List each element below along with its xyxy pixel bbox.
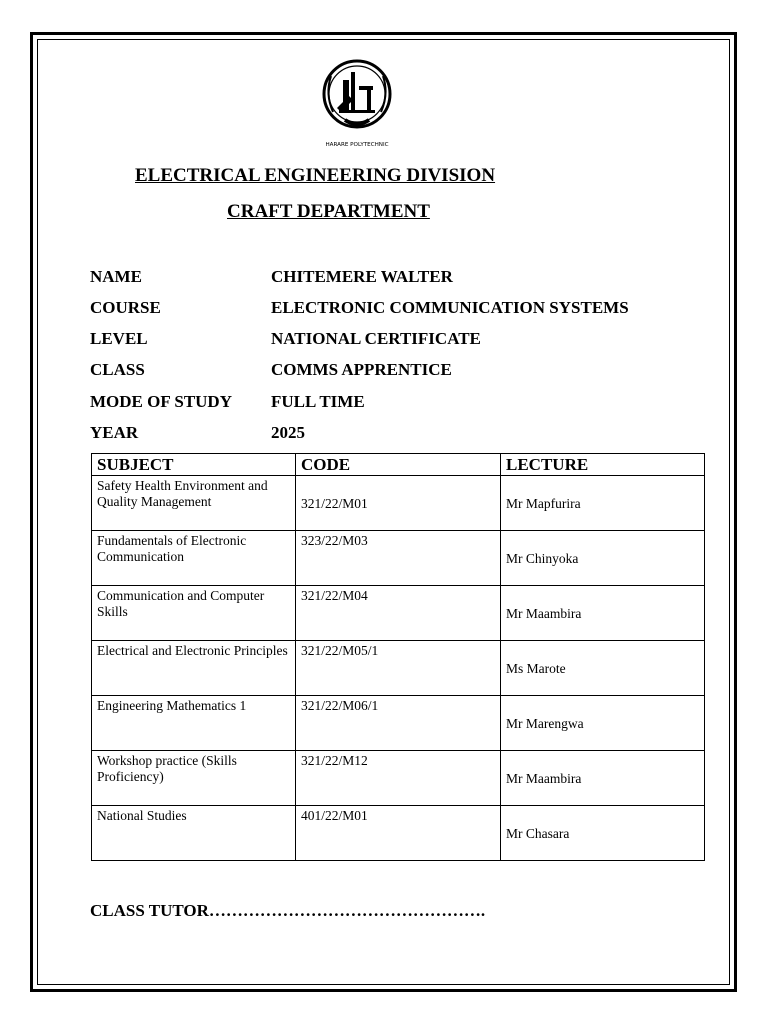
table-row bbox=[92, 751, 705, 806]
code-cell: 401/22/M01 bbox=[296, 806, 501, 861]
info-value-year: 2025 bbox=[271, 423, 305, 442]
info-value-level: NATIONAL CERTIFICATE bbox=[271, 329, 481, 348]
subject-cell: Fundamentals of Electronic Communication bbox=[92, 531, 296, 586]
code-cell: 321/22/M05/1 bbox=[296, 641, 501, 696]
table-header-row bbox=[92, 454, 705, 476]
info-label-level: LEVEL bbox=[90, 329, 148, 348]
lecturer-cell: Mr Mapfurira bbox=[501, 476, 705, 531]
subject-cell: National Studies bbox=[92, 806, 296, 861]
code-cell: 321/22/M01 bbox=[296, 476, 501, 531]
table-row bbox=[92, 806, 705, 861]
code-cell: 321/22/M12 bbox=[296, 751, 501, 806]
code-cell: 321/22/M04 bbox=[296, 586, 501, 641]
department-heading: CRAFT DEPARTMENT bbox=[227, 201, 430, 222]
subject-cell: Communication and Computer Skills bbox=[92, 586, 296, 641]
code-cell: 323/22/M03 bbox=[296, 531, 501, 586]
info-value-class: COMMS APPRENTICE bbox=[271, 360, 452, 379]
table-row bbox=[92, 586, 705, 641]
subject-cell: Safety Health Environment and Quality Management bbox=[92, 476, 296, 531]
harare-polytechnic-logo bbox=[303, 54, 411, 150]
table-row bbox=[92, 531, 705, 586]
info-value-mode: FULL TIME bbox=[271, 392, 365, 411]
info-label-name: NAME bbox=[90, 267, 142, 286]
subject-cell: Electrical and Electronic Principles bbox=[92, 641, 296, 696]
lecturer-cell: Mr Maambira bbox=[501, 586, 705, 641]
info-label-course: COURSE bbox=[90, 298, 161, 317]
lecturer-cell: Mr Chinyoka bbox=[501, 531, 705, 586]
lecturer-cell: Mr Chasara bbox=[501, 806, 705, 861]
lecturer-cell: Mr Marengwa bbox=[501, 696, 705, 751]
header-subject: SUBJECT bbox=[92, 454, 296, 476]
info-label-year: YEAR bbox=[90, 423, 139, 442]
table-row bbox=[92, 696, 705, 751]
header-code: CODE bbox=[296, 454, 501, 476]
table-row bbox=[92, 476, 705, 531]
info-value-name: CHITEMERE WALTER bbox=[271, 267, 453, 286]
modules-table bbox=[91, 453, 705, 861]
lecturer-cell: Ms Marote bbox=[501, 641, 705, 696]
lecturer-cell: Mr Maambira bbox=[501, 751, 705, 806]
info-label-class: CLASS bbox=[90, 360, 145, 379]
table-row bbox=[92, 641, 705, 696]
division-heading: ELECTRICAL ENGINEERING DIVISION bbox=[135, 165, 496, 186]
info-value-course: ELECTRONIC COMMUNICATION SYSTEMS bbox=[271, 298, 629, 317]
class-tutor-line: CLASS TUTOR…………………………………………. bbox=[90, 901, 486, 920]
subject-cell: Workshop practice (Skills Proficiency) bbox=[92, 751, 296, 806]
logo-caption: HARARE POLYTECHNIC bbox=[325, 142, 389, 148]
logo-emblem-icon bbox=[303, 54, 411, 150]
header-lecture: LECTURE bbox=[501, 454, 705, 476]
code-cell: 321/22/M06/1 bbox=[296, 696, 501, 751]
info-label-mode: MODE OF STUDY bbox=[90, 392, 232, 411]
subject-cell: Engineering Mathematics 1 bbox=[92, 696, 296, 751]
